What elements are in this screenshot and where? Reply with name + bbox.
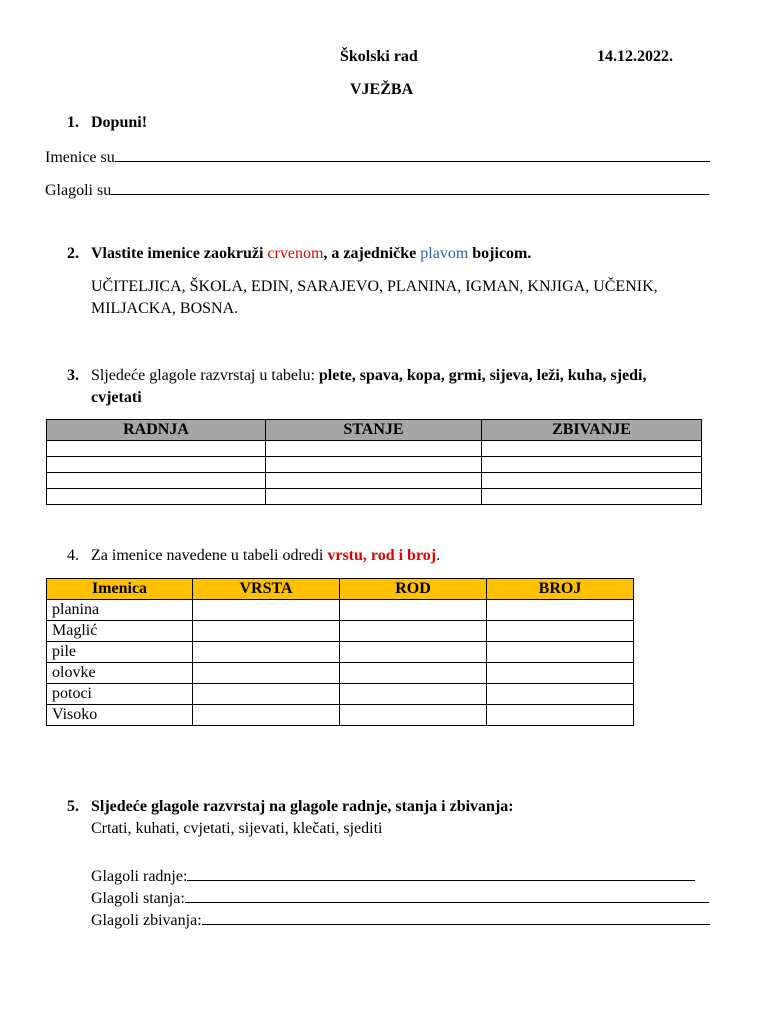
q4-header-broj: BROJ <box>487 579 634 600</box>
q1-line2-label: Glagoli su <box>45 182 112 199</box>
q4-table-header-row <box>47 579 634 600</box>
table-row <box>47 684 634 705</box>
q3-verbs-line1: plete, spava, kopa, grmi, sijeva, leži, kuha, sjedi, <box>318 367 647 384</box>
table-row <box>47 621 634 642</box>
noun-cell: Maglić <box>47 621 193 642</box>
q3-header-stanje: STANJE <box>266 420 482 441</box>
q1-line2 <box>45 180 709 200</box>
q5-label-stanja: Glagoli stanja: <box>91 890 185 907</box>
q2-text-c: bojicom. <box>468 245 532 262</box>
q2-text-a: Vlastite imenice zaokruži <box>91 245 268 262</box>
table-cell[interactable] <box>47 473 266 489</box>
table-cell[interactable] <box>266 441 482 457</box>
table-row <box>47 705 634 726</box>
document-date: 14.12.2022. <box>597 48 673 65</box>
q3-verbs-line2: cvjetati <box>91 389 142 406</box>
q4-table <box>46 578 634 726</box>
table-cell[interactable] <box>193 663 340 684</box>
q1-line1-blank[interactable] <box>115 147 710 162</box>
noun-cell: planina <box>47 600 193 621</box>
q4-number: 4. <box>67 547 79 564</box>
q5-label-zbivanja: Glagoli zbivanja: <box>91 912 202 929</box>
noun-cell: olovke <box>47 663 193 684</box>
q4-intro: Za imenice navedene u tabeli odredi <box>91 547 328 564</box>
table-cell[interactable] <box>266 457 482 473</box>
table-cell[interactable] <box>193 705 340 726</box>
table-row <box>47 441 702 457</box>
table-cell[interactable] <box>266 489 482 505</box>
q3-table <box>46 419 702 505</box>
noun-cell: potoci <box>47 684 193 705</box>
table-cell[interactable] <box>266 473 482 489</box>
q3-header-zbivanje: ZBIVANJE <box>482 420 702 441</box>
q4-instruction <box>91 547 440 565</box>
q5-blank-zbivanja[interactable] <box>202 910 710 925</box>
q1-line2-blank[interactable] <box>111 180 709 195</box>
q2-text-b: , a zajedničke <box>323 245 421 262</box>
table-row <box>47 457 702 473</box>
table-cell[interactable] <box>47 441 266 457</box>
q3-instruction <box>91 367 646 385</box>
q5-title: Sljedeće glagole razvrstaj na glagole radnje, stanja i zbivanja: <box>91 798 514 815</box>
table-cell[interactable] <box>482 441 702 457</box>
table-cell[interactable] <box>487 663 634 684</box>
q5-label-radnje: Glagoli radnje: <box>91 868 188 885</box>
q5-line-stanja <box>91 888 709 908</box>
table-cell[interactable] <box>340 684 487 705</box>
document-subtitle: VJEŽBA <box>350 81 414 98</box>
table-cell[interactable] <box>340 642 487 663</box>
table-cell[interactable] <box>487 621 634 642</box>
table-cell[interactable] <box>487 684 634 705</box>
q2-number: 2. <box>67 245 79 262</box>
table-cell[interactable] <box>487 642 634 663</box>
q1-number: 1. <box>67 114 79 131</box>
table-cell[interactable] <box>482 473 702 489</box>
q3-number: 3. <box>67 367 79 384</box>
q1-title: Dopuni! <box>91 114 148 131</box>
q4-header-imenica: Imenica <box>47 579 193 600</box>
q4-end: . <box>436 547 441 564</box>
table-row <box>47 642 634 663</box>
q3-intro: Sljedeće glagole razvrstaj u tabelu: <box>91 367 319 384</box>
q1-line1-label: Imenice su <box>45 149 115 166</box>
q4-header-vrsta: VRSTA <box>193 579 340 600</box>
table-row <box>47 489 702 505</box>
q5-line-zbivanja <box>91 910 710 930</box>
document-title: Školski rad <box>340 48 418 65</box>
table-cell[interactable] <box>482 457 702 473</box>
table-cell[interactable] <box>487 705 634 726</box>
q5-blank-radnje[interactable] <box>187 866 695 881</box>
table-cell[interactable] <box>193 600 340 621</box>
table-row <box>47 600 634 621</box>
q1-line1 <box>45 147 710 167</box>
q2-instruction <box>91 245 531 263</box>
table-cell[interactable] <box>193 621 340 642</box>
q2-red-word: crvenom <box>267 245 324 262</box>
q2-words-line1: UČITELJICA, ŠKOLA, EDIN, SARAJEVO, PLANINA, IGMAN, KNJIGA, UČENIK, <box>91 278 658 295</box>
q5-number: 5. <box>67 798 79 815</box>
table-cell[interactable] <box>340 600 487 621</box>
q2-words-line2: MILJACKA, BOSNA. <box>91 300 239 317</box>
table-cell[interactable] <box>193 642 340 663</box>
table-cell[interactable] <box>340 663 487 684</box>
table-cell[interactable] <box>47 457 266 473</box>
table-cell[interactable] <box>340 705 487 726</box>
table-row <box>47 663 634 684</box>
table-row <box>47 473 702 489</box>
table-cell[interactable] <box>487 600 634 621</box>
q4-header-rod: ROD <box>340 579 487 600</box>
table-cell[interactable] <box>482 489 702 505</box>
noun-cell: Visoko <box>47 705 193 726</box>
q4-red-text: vrstu, rod i broj <box>327 547 437 564</box>
q5-line-radnje <box>91 866 695 886</box>
noun-cell: pile <box>47 642 193 663</box>
q5-blank-stanja[interactable] <box>185 888 709 903</box>
table-cell[interactable] <box>193 684 340 705</box>
q3-table-header-row <box>47 420 702 441</box>
q3-header-radnja: RADNJA <box>47 420 266 441</box>
q5-verbs: Crtati, kuhati, cvjetati, sijevati, klečati, sjediti <box>91 820 383 837</box>
table-cell[interactable] <box>340 621 487 642</box>
q2-blue-word: plavom <box>420 245 469 262</box>
table-cell[interactable] <box>47 489 266 505</box>
